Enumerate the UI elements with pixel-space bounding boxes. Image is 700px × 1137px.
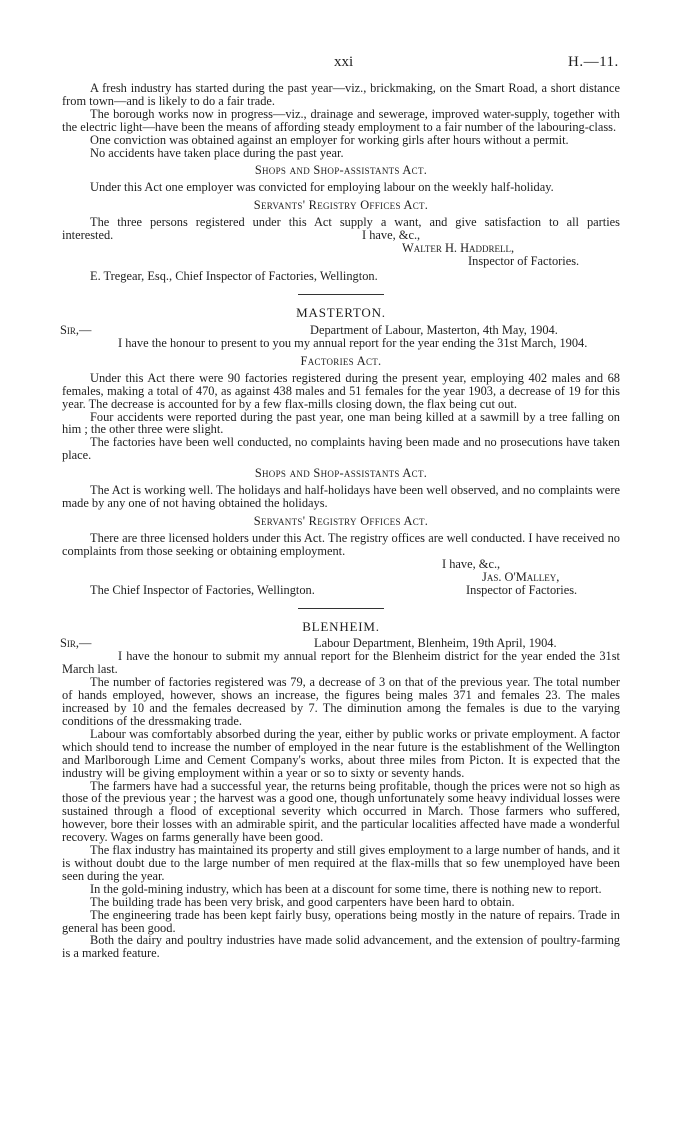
signatory-title: Inspector of Factories. xyxy=(466,582,578,597)
closing: I have, &c., xyxy=(362,228,421,243)
section-divider xyxy=(298,608,384,609)
section-heading-shops-act: Shops and Shop-assistants Act. xyxy=(254,163,428,178)
paragraph: No accidents have taken place during the past year. xyxy=(90,145,344,160)
paragraph: Labour was comfortably absorbed during the year, either by public works or private employment. A factor which should tend to increase the number of employed in the near future is the establishment of the Wellington and Marlborough Lime and Cement Company's works, about three miles from Picton. It is expected that the industry will be giving employment within a year or so to sixty or seventy hands. xyxy=(62,726,620,780)
paragraph: The engineering trade has been kept fairly busy, operations being mostly in the nature of repairs. Trade in general has been good. xyxy=(62,907,620,935)
paragraph: The flax industry has maintained its property and still gives employment to a large number of hands, and it is without doubt due to the large number of men required at the flax-mills that so few unemployed have been seen during the year. xyxy=(62,843,620,883)
paragraph: The number of factories registered was 79, a decrease of 3 on that of the previous year. The total number of hands employed, however, shows an increase, the figures being males 371 and females 23. The males increased by 10 and the females decreased by 7. The diminution among the females is due to the varying conditions of the dressmaking trade. xyxy=(62,675,620,728)
section-divider xyxy=(298,294,384,295)
paragraph: In the gold-mining industry, which has been at a discount for some time, there is nothing new to report. xyxy=(90,881,602,896)
section-heading-factories-act: Factories Act. xyxy=(300,353,382,368)
salutation: Sir,— xyxy=(60,636,92,651)
paragraph: Both the dairy and poultry industries have made solid advancement, and the extension of poultry-farming is a marked feature. xyxy=(62,933,620,961)
section-heading-servants-act: Servants' Registry Offices Act. xyxy=(253,198,429,213)
signature-row xyxy=(62,229,620,242)
closing: I have, &c., xyxy=(442,556,501,571)
paragraph: Under this Act there were 90 factories registered during the present year, employing 402 males and 68 females, making a total of 470, as against 438 males and 51 females for the year 1903, a decrease of 19 for this year. The decrease is accounted for by a few flax-mills closing down, the flax being cut out. xyxy=(62,370,620,411)
dateline: Department of Labour, Masterton, 4th May, 1904. xyxy=(310,322,558,337)
dateline: Labour Department, Blenheim, 19th April, 1904. xyxy=(314,636,557,651)
paragraph: The Act is working well. The holidays and half-holidays have been well observed, and no complaints were made by any one of not having obtained the holidays. xyxy=(62,483,620,510)
signatory-title: Inspector of Factories. xyxy=(468,254,580,269)
paragraph: The factories have been well conducted, no complaints having been made and no prosecutions have taken place. xyxy=(62,435,620,463)
page-number: xxi xyxy=(334,54,354,70)
paragraph: I have the honour to submit my annual report for the Blenheim district for the year ended the 31st March last. xyxy=(62,649,620,677)
report-continuation xyxy=(62,82,620,960)
paragraph: Under this Act one employer was convicted for employing labour on the weekly half-holiday. xyxy=(90,180,554,195)
salutation: Sir,— xyxy=(60,322,92,337)
section-heading-servants-act: Servants' Registry Offices Act. xyxy=(253,513,429,528)
addressee: The Chief Inspector of Factories, Wellington. xyxy=(90,582,315,597)
paragraph: The building trade has been very brisk, and good carpenters have been hard to obtain. xyxy=(90,894,515,909)
paragraph: The three persons registered under this Act supply a want, and give satisfaction to all parties xyxy=(90,215,620,230)
addressee: E. Tregear, Esq., Chief Inspector of Factories, Wellington. xyxy=(90,269,378,284)
section-heading-shops-act: Shops and Shop-assistants Act. xyxy=(254,466,428,481)
paragraph: Four accidents were reported during the past year, one man being killed at a sawmill by a tree falling on him ; the other three were slight. xyxy=(62,409,620,437)
signatory-name: Jas. O'Malley, xyxy=(482,569,560,584)
paragraph: The borough works now in progress—viz., drainage and sewerage, improved water-supply, together with the electric light—have been the means of affording steady employment to a fair number of the labouring-class. xyxy=(62,106,620,134)
report-city-heading: BLENHEIM. xyxy=(302,618,380,634)
paragraph: There are three licensed holders under this Act. The registry offices are well conducted. I have received no complaints from those seeking or obtaining employment. xyxy=(62,530,620,558)
paragraph: I have the honour to present to you my annual report for the year ending the 31st March, 1904. xyxy=(118,335,588,350)
document-reference: H.—11. xyxy=(568,54,619,70)
paragraph: The farmers have had a successful year, the returns being profitable, though the prices were not so high as those of the previous year ; the harvest was a good one, though unfortunately some heavy individual losses were sustained through a flood of exceptional severity which occurred in March. Those farmers who suffered, however, bore their losses with an admirable spirit, and the particular localities affected have made a wonderful recovery. Wages on farms generally have been good. xyxy=(62,778,620,845)
page-header xyxy=(0,56,700,76)
paragraph-end: interested. xyxy=(62,228,114,243)
report-city-heading: MASTERTON. xyxy=(296,305,386,321)
signatory-name: Walter H. Haddrell, xyxy=(402,241,515,256)
paragraph: A fresh industry has started during the past year—viz., brickmaking, on the Smart Road, a short distance from town—and is likely to do a fair trade. xyxy=(62,81,620,108)
paragraph: One conviction was obtained against an employer for working girls after hours without a permit. xyxy=(90,132,569,147)
